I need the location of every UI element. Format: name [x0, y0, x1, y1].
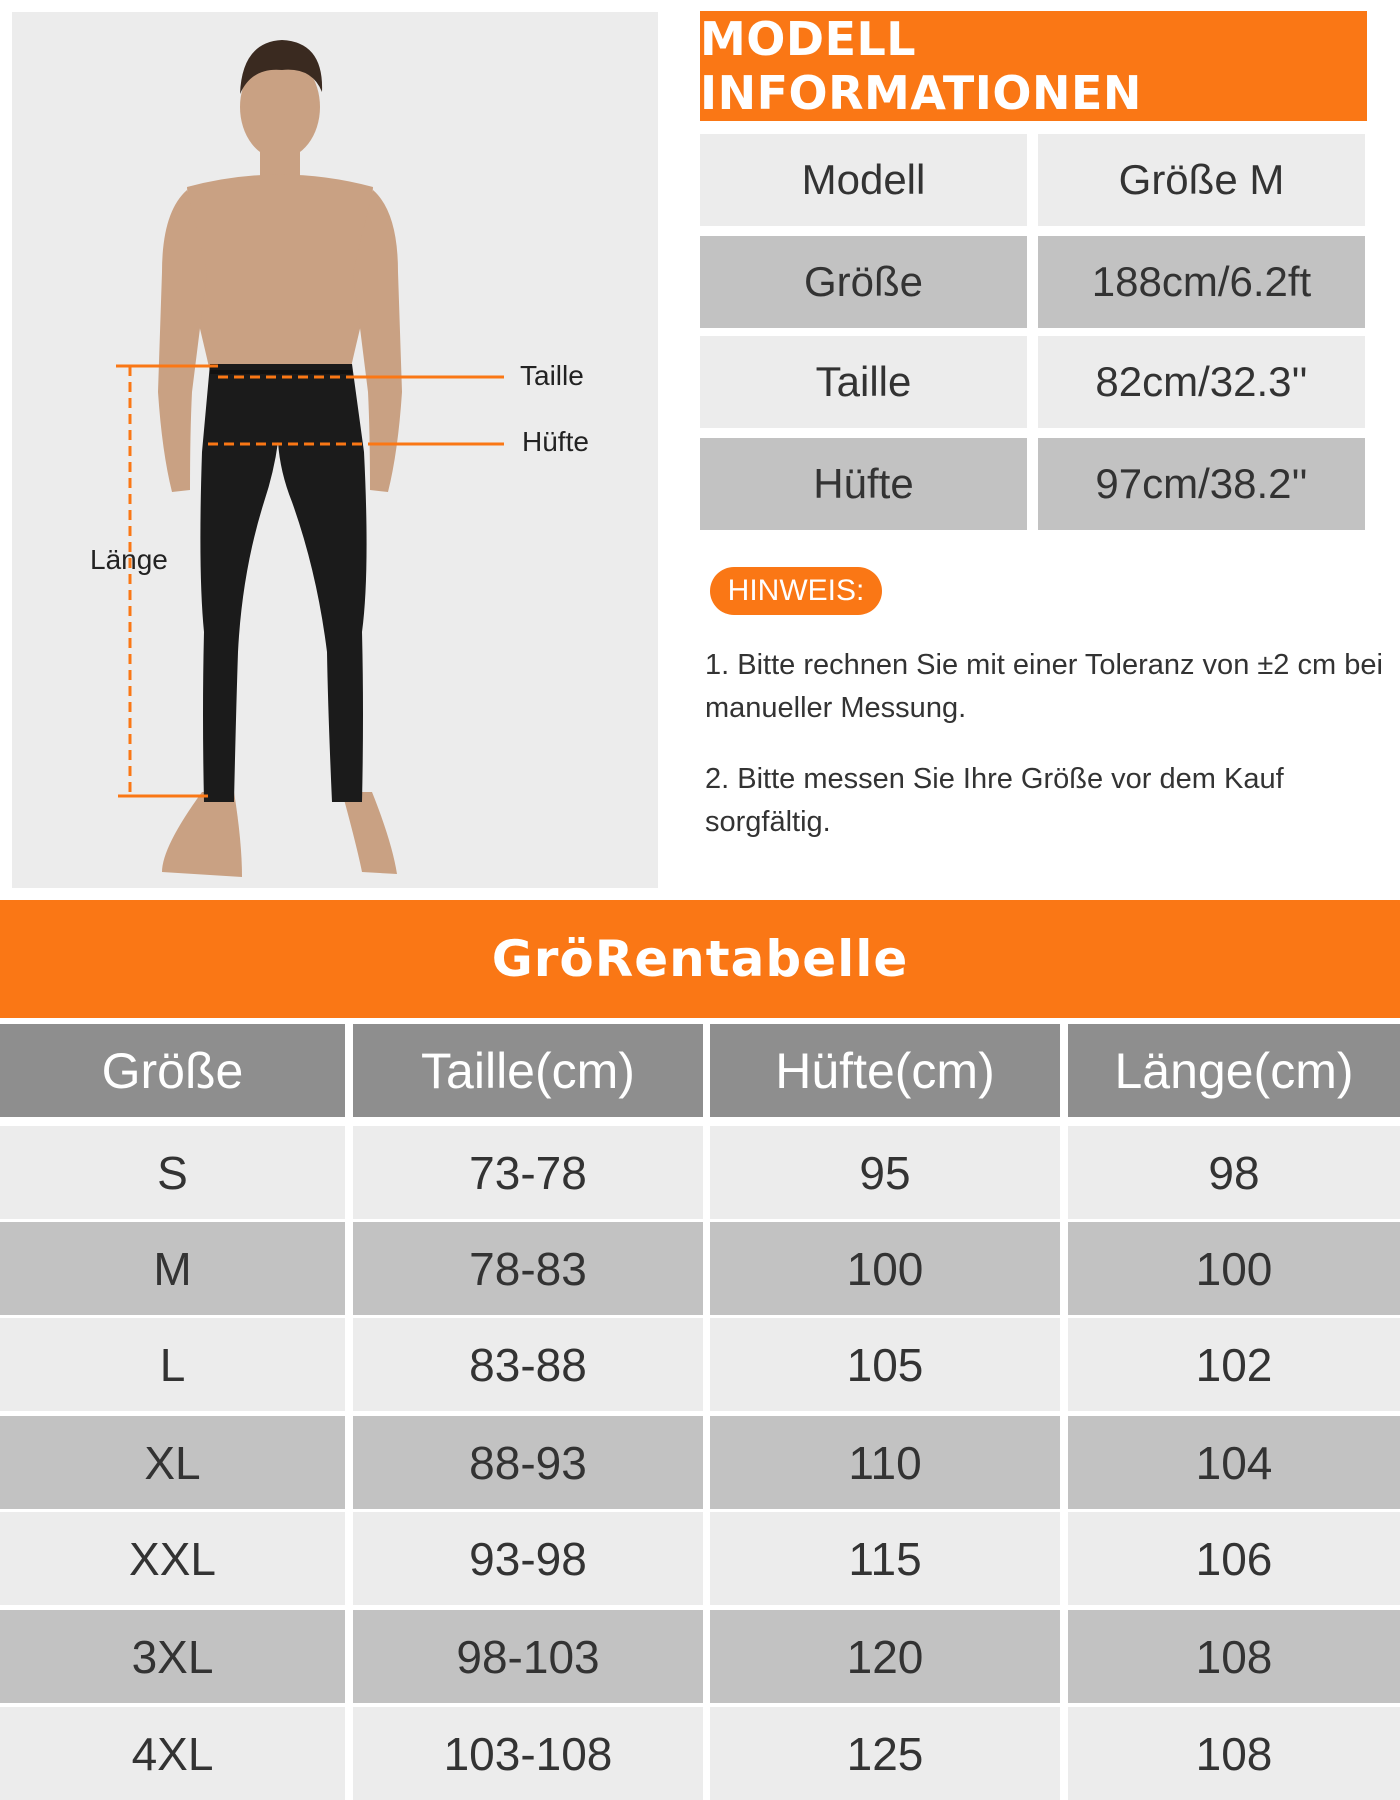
table-cell: 100 — [710, 1222, 1060, 1315]
table-cell: XXL — [0, 1512, 345, 1605]
table-cell: 104 — [1068, 1416, 1400, 1509]
model-info-label: Größe — [700, 236, 1027, 328]
table-cell: 125 — [710, 1707, 1060, 1800]
table-cell: 108 — [1068, 1610, 1400, 1703]
size-chart-header-length: Länge(cm) — [1068, 1024, 1400, 1117]
note-badge: HINWEIS: — [710, 567, 882, 615]
table-cell: 95 — [710, 1126, 1060, 1219]
model-info-value: 188cm/6.2ft — [1038, 236, 1365, 328]
table-cell: 103-108 — [353, 1707, 703, 1800]
model-photo-panel — [12, 12, 658, 888]
model-info-title: MODELL INFORMATIONEN — [700, 11, 1367, 121]
table-cell: 98 — [1068, 1126, 1400, 1219]
note-item: 1. Bitte rechnen Sie mit einer Toleranz von ±2 cm bei manueller Messung. — [705, 649, 1383, 724]
model-info-value: 97cm/38.2'' — [1038, 438, 1365, 530]
table-cell: 73-78 — [353, 1126, 703, 1219]
table-cell: 93-98 — [353, 1512, 703, 1605]
table-cell: 83-88 — [353, 1318, 703, 1411]
model-info-label: Hüfte — [700, 438, 1027, 530]
size-chart-title: GröRentabelle — [0, 900, 1400, 1018]
model-info-value: 82cm/32.3'' — [1038, 336, 1365, 428]
waist-measure-label: Taille — [520, 360, 584, 391]
table-cell: 98-103 — [353, 1610, 703, 1703]
table-cell: 105 — [710, 1318, 1060, 1411]
table-cell: 88-93 — [353, 1416, 703, 1509]
table-cell: M — [0, 1222, 345, 1315]
model-info-label: Taille — [700, 336, 1027, 428]
table-cell: 100 — [1068, 1222, 1400, 1315]
hip-measure-label: Hüfte — [522, 426, 589, 457]
note-item: 2. Bitte messen Sie Ihre Größe vor dem Kauf sorgfältig. — [705, 763, 1284, 838]
table-cell: 102 — [1068, 1318, 1400, 1411]
table-cell: XL — [0, 1416, 345, 1509]
table-cell: S — [0, 1126, 345, 1219]
table-cell: 106 — [1068, 1512, 1400, 1605]
size-chart-header-hip: Hüfte(cm) — [710, 1024, 1060, 1117]
table-cell: L — [0, 1318, 345, 1411]
table-cell: 110 — [710, 1416, 1060, 1509]
length-measure-label: Länge — [90, 544, 168, 575]
table-cell: 4XL — [0, 1707, 345, 1800]
table-cell: 3XL — [0, 1610, 345, 1703]
table-cell: 120 — [710, 1610, 1060, 1703]
size-chart-header-waist: Taille(cm) — [353, 1024, 703, 1117]
size-chart-header-size: Größe — [0, 1024, 345, 1117]
table-cell: 78-83 — [353, 1222, 703, 1315]
model-info-label: Modell — [700, 134, 1027, 226]
table-cell: 115 — [710, 1512, 1060, 1605]
table-cell: 108 — [1068, 1707, 1400, 1800]
model-info-value: Größe M — [1038, 134, 1365, 226]
